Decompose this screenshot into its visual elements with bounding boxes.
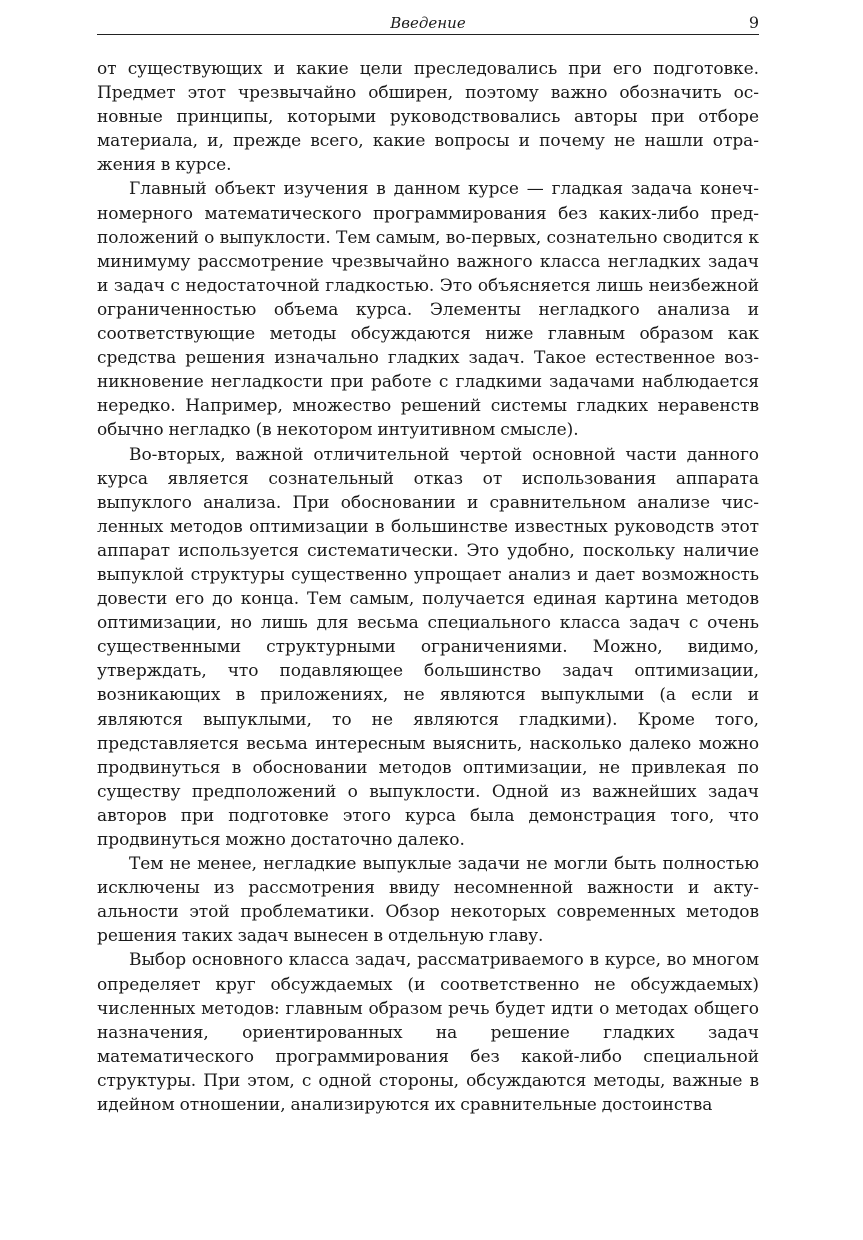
paragraph: Выбор основного класса задач, рассматриваемого в курсе, во многом определяет круг обсуждаемых (и соответственно не обсуждаемых) численных методов: главным образом речь будет идти о методах общего назначения, ориентированных на решение гладких задач математического программирования без какой-либо специальной структуры. При этом, с одной стороны, обсуждаются методы, важные в идейном отношении, анализируются их сравнительные достоинства (97, 950, 759, 1116)
paragraph: от существующих и какие цели преследовались при его подготовке. Предмет этот чрезвычайно обширен, поэтому важно обозначить основные принципы, которыми руководствовались авторы при отборе материала, и, прежде всего, какие вопросы и почему не нашли отражения в курсе. (97, 59, 759, 176)
paragraph: Главный объект изучения в данном курсе — гладкая задача конечномерного математического программирования без каких-либо предположений о выпуклости. Тем самым, во-первых, сознательно сводится к минимуму рассмотрение чрезвычайно важного класса негладких задач и задач с недостаточной гладкостью. Это объясняется лишь неизбежной ограниченностью объема курса. Элементы негладкого анализа и соответствующие методы обсуждаются ниже главным образом как средства решения изначально гладких задач. Такое естественное возникновение негладкости при работе с гладкими задачами наблюдается нередко. Например, множество решений системы гладких неравенств обычно негладко (в некотором интуитивном смысле). (97, 179, 759, 441)
paragraph: Во-вторых, важной отличительной чертой основной части данного курса является сознательный отказ от использования аппарата выпуклого анализа. При обосновании и сравнительном анализе численных методов оптимизации в большинстве известных руководств этот аппарат используется систематически. Это удобно, поскольку наличие выпуклой структуры существенно упрощает анализ и дает возможность довести его до конца. Тем самым, получается единая картина методов оптимизации, но лишь для весьма специального класса задач с очень существенными структурными ограничениями. Можно, видимо, утверждать, что подавляющее большинство задач оптимизации, возникающих в приложениях, не являются выпуклыми (а если и являются выпуклыми, то не являются гладкими). Кроме того, представляется весьма интересным выяснить, насколько далеко можно продвинуться в обосновании методов оптимизации, не привлекая по существу предположений о выпуклости. Одной из важнейших задач авторов при подготовке этого курса была демонстрация того, что продвинуться можно достаточно далеко. (97, 444, 759, 850)
paragraph: Тем не менее, негладкие выпуклые задачи не могли быть полностью исключены из рассмотрения ввиду несомненной важности и актуальности этой проблематики. Обзор некоторых современных методов решения таких задач вынесен в отдельную главу. (97, 854, 759, 947)
running-section-title: Введение (390, 14, 466, 32)
page-number: 9 (748, 13, 759, 32)
book-page (97, 10, 759, 1117)
body-text (97, 57, 759, 1117)
running-header (97, 10, 759, 35)
